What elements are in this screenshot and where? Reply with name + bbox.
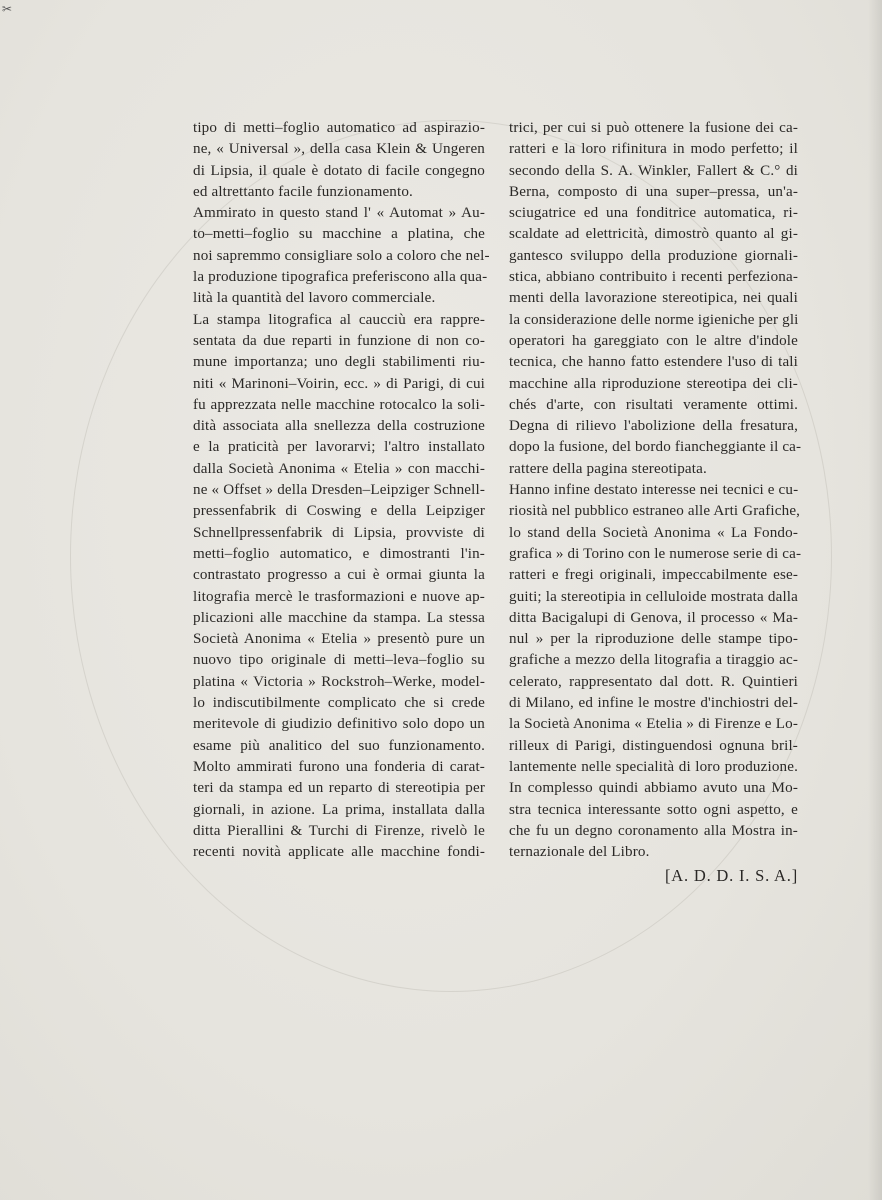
right-text-column	[509, 118, 802, 887]
text-line: giornali, in azione. La prima, installata dalla	[193, 801, 485, 818]
text-line: meritevole di giudizio definitivo solo dopo un	[193, 716, 485, 733]
text-line: tipo di metti–foglio automatico ad aspirazio-	[193, 120, 485, 136]
text-line: la produzione tipografica preferiscono alla qua-	[193, 269, 488, 286]
text-line: ratteri e fregi originali, impeccabilmente ese-	[509, 567, 798, 584]
text-line: esame più analitico del suo funzionamento.	[193, 737, 485, 754]
text-line: ditta Bacigalupi di Genova, il processo « Ma-	[509, 609, 798, 626]
text-line: riosità nel pubblico estraneo alle Arti Grafiche,	[509, 503, 801, 520]
text-line: dalla Società Anonima « Etelia » con macchi-	[193, 460, 485, 477]
text-line: Società Anonima « Etelia » presentò pure un	[193, 631, 485, 648]
text-line: In complesso quindi abbiamo avuto una Mo-	[509, 780, 798, 797]
text-line: sentata da due reparti in funzione di non co-	[193, 332, 485, 349]
text-line: dopo la fusione, del bordo fiancheggiante il ca-	[509, 439, 802, 456]
text-line: lità la quantità del lavoro commerciale.	[193, 290, 436, 307]
text-line: grafiche a mezzo della litografia a tiraggio ac-	[509, 652, 798, 669]
text-line: to–metti–foglio su macchine a platina, che	[193, 226, 485, 243]
text-line: nul » per la riproduzione delle stampe tipo-	[509, 631, 798, 648]
text-line: Degna di rilievo l'abolizione della fresatura,	[509, 418, 798, 435]
text-line: sciugatrice ed una fonditrice automatica, ri-	[509, 205, 798, 222]
text-line: Berna, composto di una super–pressa, un'a-	[509, 183, 798, 200]
text-line: e la praticità per lavorarvi; l'altro installato	[193, 439, 485, 456]
text-line: celerato, rappresentato dal dott. R. Quintieri	[509, 673, 798, 690]
page-edge-shadow	[868, 0, 882, 1200]
left-text-column	[193, 118, 490, 863]
text-line: rattere della pagina stereotipata.	[509, 460, 707, 477]
text-line: ne « Offset » della Dresden–Leipziger Schnell-	[193, 482, 485, 499]
text-line: platina « Victoria » Rockstroh–Werke, model-	[193, 673, 485, 690]
text-line: plicazioni alle macchine da stampa. La stessa	[193, 609, 485, 626]
text-line: metti–foglio automatico, e dimostranti l'in-	[193, 545, 485, 562]
text-line: ratteri e la loro rifinitura in modo perfetto; il	[509, 141, 798, 158]
text-line: Molto ammirati furono una fonderia di carat-	[193, 758, 485, 775]
text-line: di Milano, ed infine le mostre d'inchiostri del-	[509, 695, 798, 712]
text-line: trici, per cui si può ottenere la fusione dei ca-	[509, 120, 798, 136]
text-line: stica, abbiano contribuito i recenti perfeziona-	[509, 269, 798, 286]
text-line: nuovo tipo originale di metti–leva–foglio su	[193, 652, 485, 669]
text-line: La stampa litografica al caucciù era rappre-	[193, 311, 485, 328]
text-line: la Società Anonima « Etelia » di Firenze e Lo-	[509, 716, 798, 733]
text-line: ditta Pierallini & Turchi di Firenze, rivelò le	[193, 822, 485, 839]
text-line: gantesco sviluppo della produzione giornali-	[509, 247, 798, 264]
text-line: stra tecnica interessante sotto ogni aspetto, e	[509, 801, 798, 818]
text-line: litografia mercè le trasformazioni e nuove ap-	[193, 588, 485, 605]
signature: [A. D. D. I. S. A.]	[665, 866, 798, 886]
text-line: Ammirato in questo stand l' « Automat » Au-	[193, 205, 485, 222]
text-line: ternazionale del Libro.	[509, 844, 650, 861]
text-line: tecnica, che hanno fatto estendere l'uso di tali	[509, 354, 798, 371]
text-line: pressenfabrik di Coswing e della Leipziger	[193, 503, 485, 520]
text-line: niti « Marinoni–Voirin, ecc. » di Parigi, di cui	[193, 375, 485, 392]
text-line: dità associata alla snellezza della costruzione	[193, 418, 485, 435]
text-line: ed altrettanto facile funzionamento.	[193, 183, 413, 200]
text-line: fu apprezzata nelle macchine rotocalco la soli-	[193, 396, 485, 413]
text-line: teri da stampa ed un reparto di stereotipia per	[193, 780, 485, 797]
text-line: lo indiscutibilmente complicato che si crede	[193, 695, 485, 712]
text-line: grafica » di Torino con le numerose serie di ca-	[509, 545, 802, 562]
text-line: scaldate ad elettricità, dimostrò quanto al gi-	[509, 226, 798, 243]
text-line: operatori ha gareggiato con le altre d'indole	[509, 332, 798, 349]
text-line: Schnellpressenfabrik di Lipsia, provviste di	[193, 524, 485, 541]
text-line: noi sapremmo consigliare solo a coloro che nel-	[193, 247, 490, 264]
text-line: rilleux di Parigi, distinguendosi ognuna bril-	[509, 737, 798, 754]
text-line: Hanno infine destato interesse nei tecnici e cu-	[509, 482, 799, 499]
text-line: macchine alla riproduzione stereotipa dei cli-	[509, 375, 798, 392]
text-line: mune importanza; uno degli stabilimenti riu-	[193, 354, 485, 371]
scissors-icon: ✂	[2, 2, 13, 16]
text-line: lantemente nelle specialità di loro produzione.	[509, 758, 798, 775]
text-line: lo stand della Società Anonima « La Fondo-	[509, 524, 798, 541]
text-line: guiti; la stereotipia in celluloide mostrata dalla	[509, 588, 798, 605]
text-line: ne, « Universal », della casa Klein & Ungeren	[193, 141, 485, 158]
text-line: menti della lavorazione stereotipica, nei quali	[509, 290, 798, 307]
right-column-lines	[509, 118, 802, 863]
text-line: recenti novità applicate alle macchine fondi-	[193, 844, 485, 861]
text-line: chés d'arte, con risultati veramente ottimi.	[509, 396, 798, 413]
text-line: di Lipsia, il quale è dotato di facile congegno	[193, 162, 485, 179]
text-line: secondo della S. A. Winkler, Fallert & C.° di	[509, 162, 798, 179]
text-line: contrastato progresso a cui è ormai giunta la	[193, 567, 485, 584]
text-line: che fu un degno coronamento alla Mostra in-	[509, 822, 798, 839]
text-line: la considerazione delle norme igieniche per gli	[509, 311, 799, 328]
